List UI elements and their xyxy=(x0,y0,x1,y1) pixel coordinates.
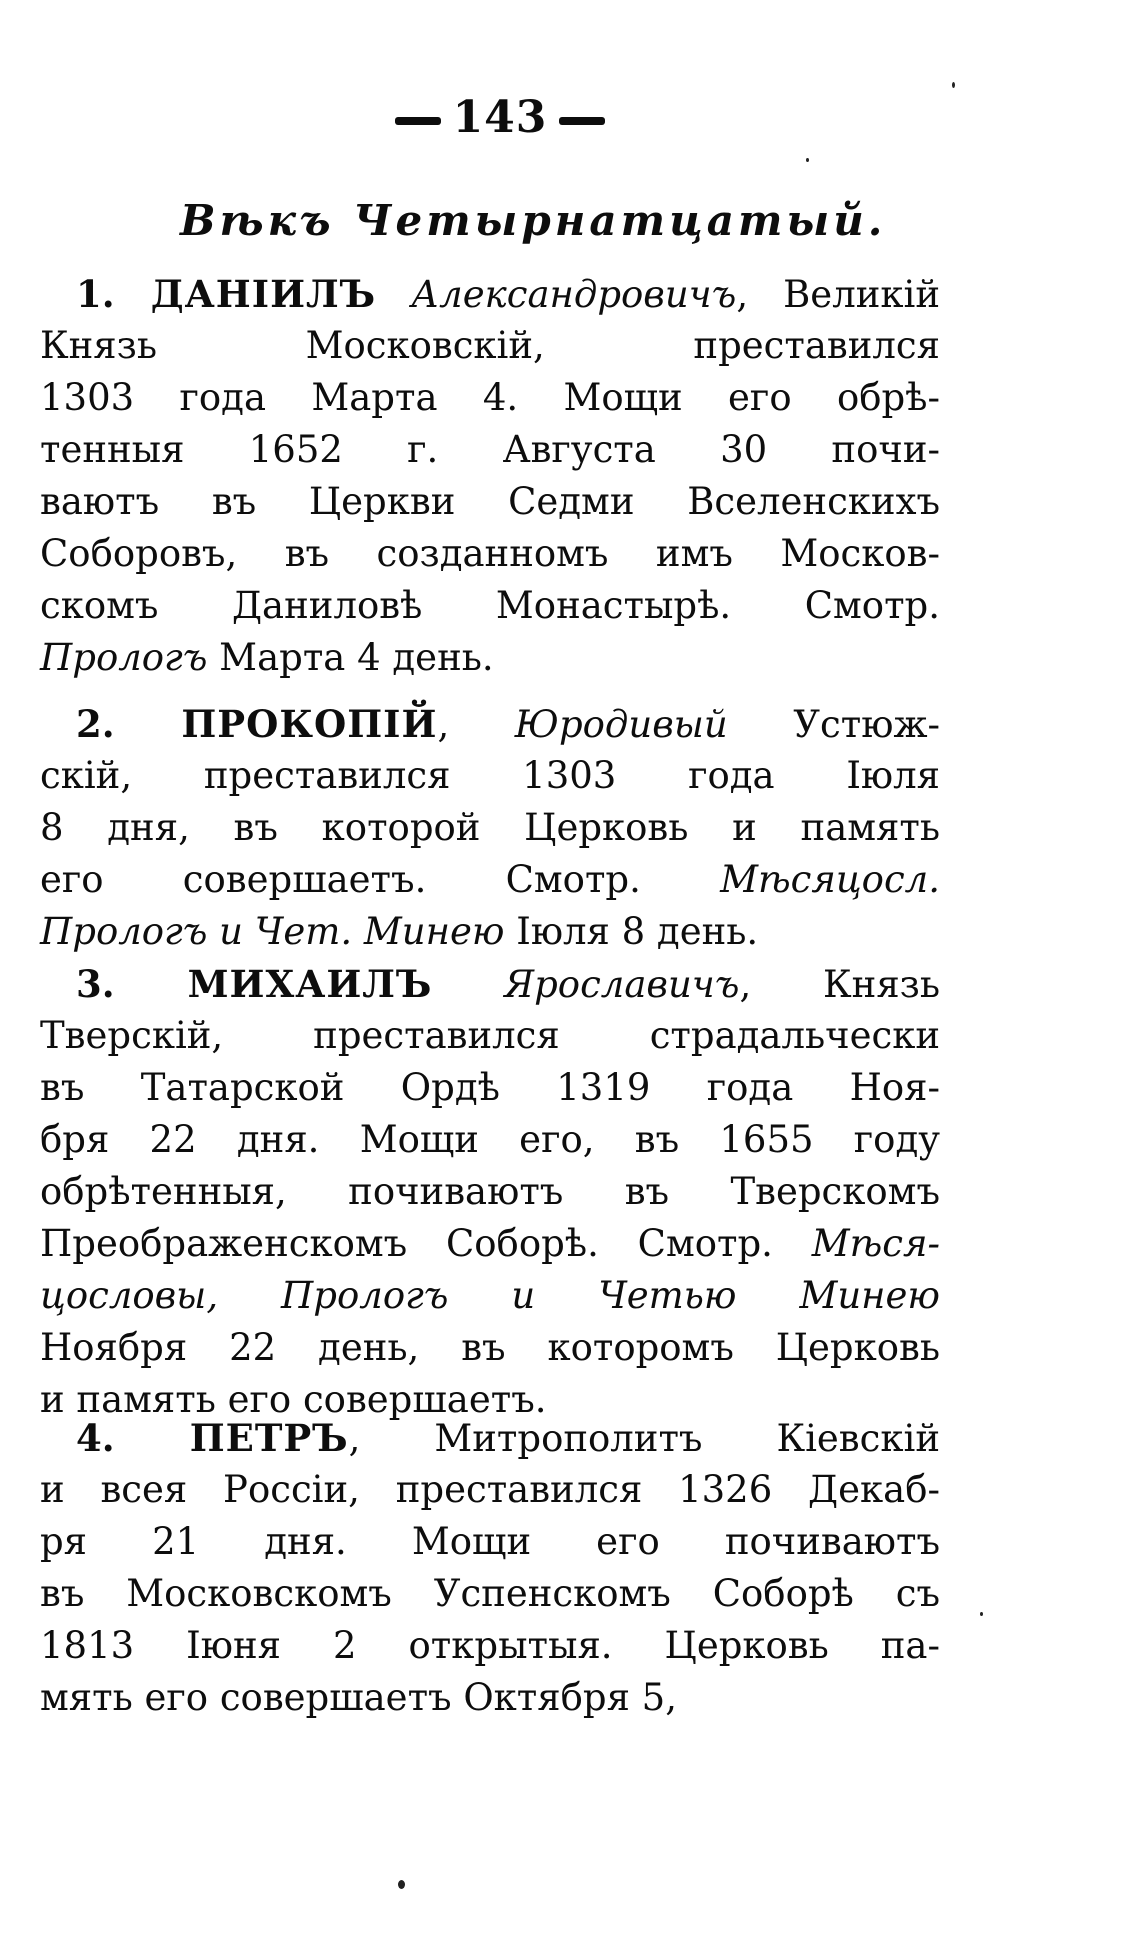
entry-line: мять его совершаетъ Октября 5, xyxy=(40,1676,677,1719)
entry-line: 1813 Iюня 2 открытыя. Церковь па- xyxy=(40,1624,940,1667)
entry-line: 3. МИХАИЛЪ Ярославичъ, Князь xyxy=(76,962,941,1006)
entry-name: ПЕТРЪ xyxy=(189,1416,349,1460)
entry-line: въ Татарской Ордѣ 1319 года Ноя- xyxy=(40,1066,940,1109)
entry-line: обрѣтенныя, почиваютъ въ Тверскомъ xyxy=(40,1170,940,1213)
entry-2 xyxy=(40,698,940,958)
entry-line: Прологъ Марта 4 день. xyxy=(40,636,494,679)
entry-line: скомъ Даниловѣ Монастырѣ. Смотр. xyxy=(40,584,940,627)
left-dash-ornament xyxy=(395,117,441,125)
entry-patronymic: Ярославичъ xyxy=(504,963,740,1006)
entry-patronymic: Александровичъ xyxy=(411,273,737,316)
entry-name: МИХАИЛЪ xyxy=(187,962,433,1006)
scan-speck xyxy=(398,1880,405,1889)
reference-title: Мѣся- xyxy=(811,1222,940,1265)
entry-line: и память его совершаетъ. xyxy=(40,1378,547,1421)
entry-line: Князь Московскiй, преставился xyxy=(40,324,940,367)
scan-speck xyxy=(806,158,809,162)
entry-3 xyxy=(40,958,940,1426)
page-number-text: 143 xyxy=(452,92,548,143)
entry-1 xyxy=(40,268,940,684)
entry-line: Преображенскомъ Соборѣ. Смотр. Мѣся- xyxy=(40,1222,940,1265)
reference-title: Мѣсяцосл. xyxy=(720,858,940,901)
entry-line: Прологъ и Чет. Минею Iюля 8 день. xyxy=(40,910,759,953)
scan-speck xyxy=(952,82,955,88)
entry-line: въ Московскомъ Успенскомъ Соборѣ съ xyxy=(40,1572,940,1615)
entry-line: Ноября 22 день, въ которомъ Церковь xyxy=(40,1326,940,1369)
entry-line: Тверскiй, преставился страдальчески xyxy=(40,1014,940,1057)
entry-line: ря 21 дня. Мощи его почиваютъ xyxy=(40,1520,940,1563)
section-heading: Вѣкъ Четырнатцатый. xyxy=(180,196,887,245)
entry-4 xyxy=(40,1412,940,1724)
reference-title: цословы, Прологъ и Четью Минею xyxy=(40,1274,940,1317)
entry-line: его совершаетъ. Смотр. Мѣсяцосл. xyxy=(40,858,940,901)
entry-epithet: Юродивый xyxy=(514,703,728,746)
entry-line: и всея Россiи, преставился 1326 Декаб- xyxy=(40,1468,940,1511)
reference-title: Прологъ и Чет. Минею xyxy=(40,910,505,953)
entry-line: 8 дня, въ которой Церковь и память xyxy=(40,806,940,849)
reference-title: Прологъ xyxy=(40,636,208,679)
entry-line: 1303 года Марта 4. Мощи его обрѣ- xyxy=(40,376,940,419)
entry-line: бря 22 дня. Мощи его, въ 1655 году xyxy=(40,1118,940,1161)
entry-name: ПРОКОПIЙ xyxy=(181,702,438,746)
entry-line: 2. ПРОКОПIЙ, Юродивый Устюж- xyxy=(76,702,940,746)
right-dash-ornament xyxy=(559,117,605,125)
entry-line: тенныя 1652 г. Августа 30 почи- xyxy=(40,428,940,471)
entry-line: ваютъ въ Церкви Седми Вселенскихъ xyxy=(40,480,940,523)
entry-line: скiй, преставился 1303 года Iюля xyxy=(40,754,940,797)
entry-name: ДАНIИЛЪ xyxy=(150,272,377,316)
entry-line: 1. ДАНIИЛЪ Александровичъ, Великiй xyxy=(76,272,940,316)
entry-line: 4. ПЕТРЪ, Митрополитъ Кiевскiй xyxy=(76,1416,940,1460)
scan-speck xyxy=(980,1612,983,1616)
entry-line: Соборовъ, въ созданномъ имъ Москов- xyxy=(40,532,940,575)
page-number xyxy=(380,92,620,143)
entry-line xyxy=(40,1270,940,1322)
